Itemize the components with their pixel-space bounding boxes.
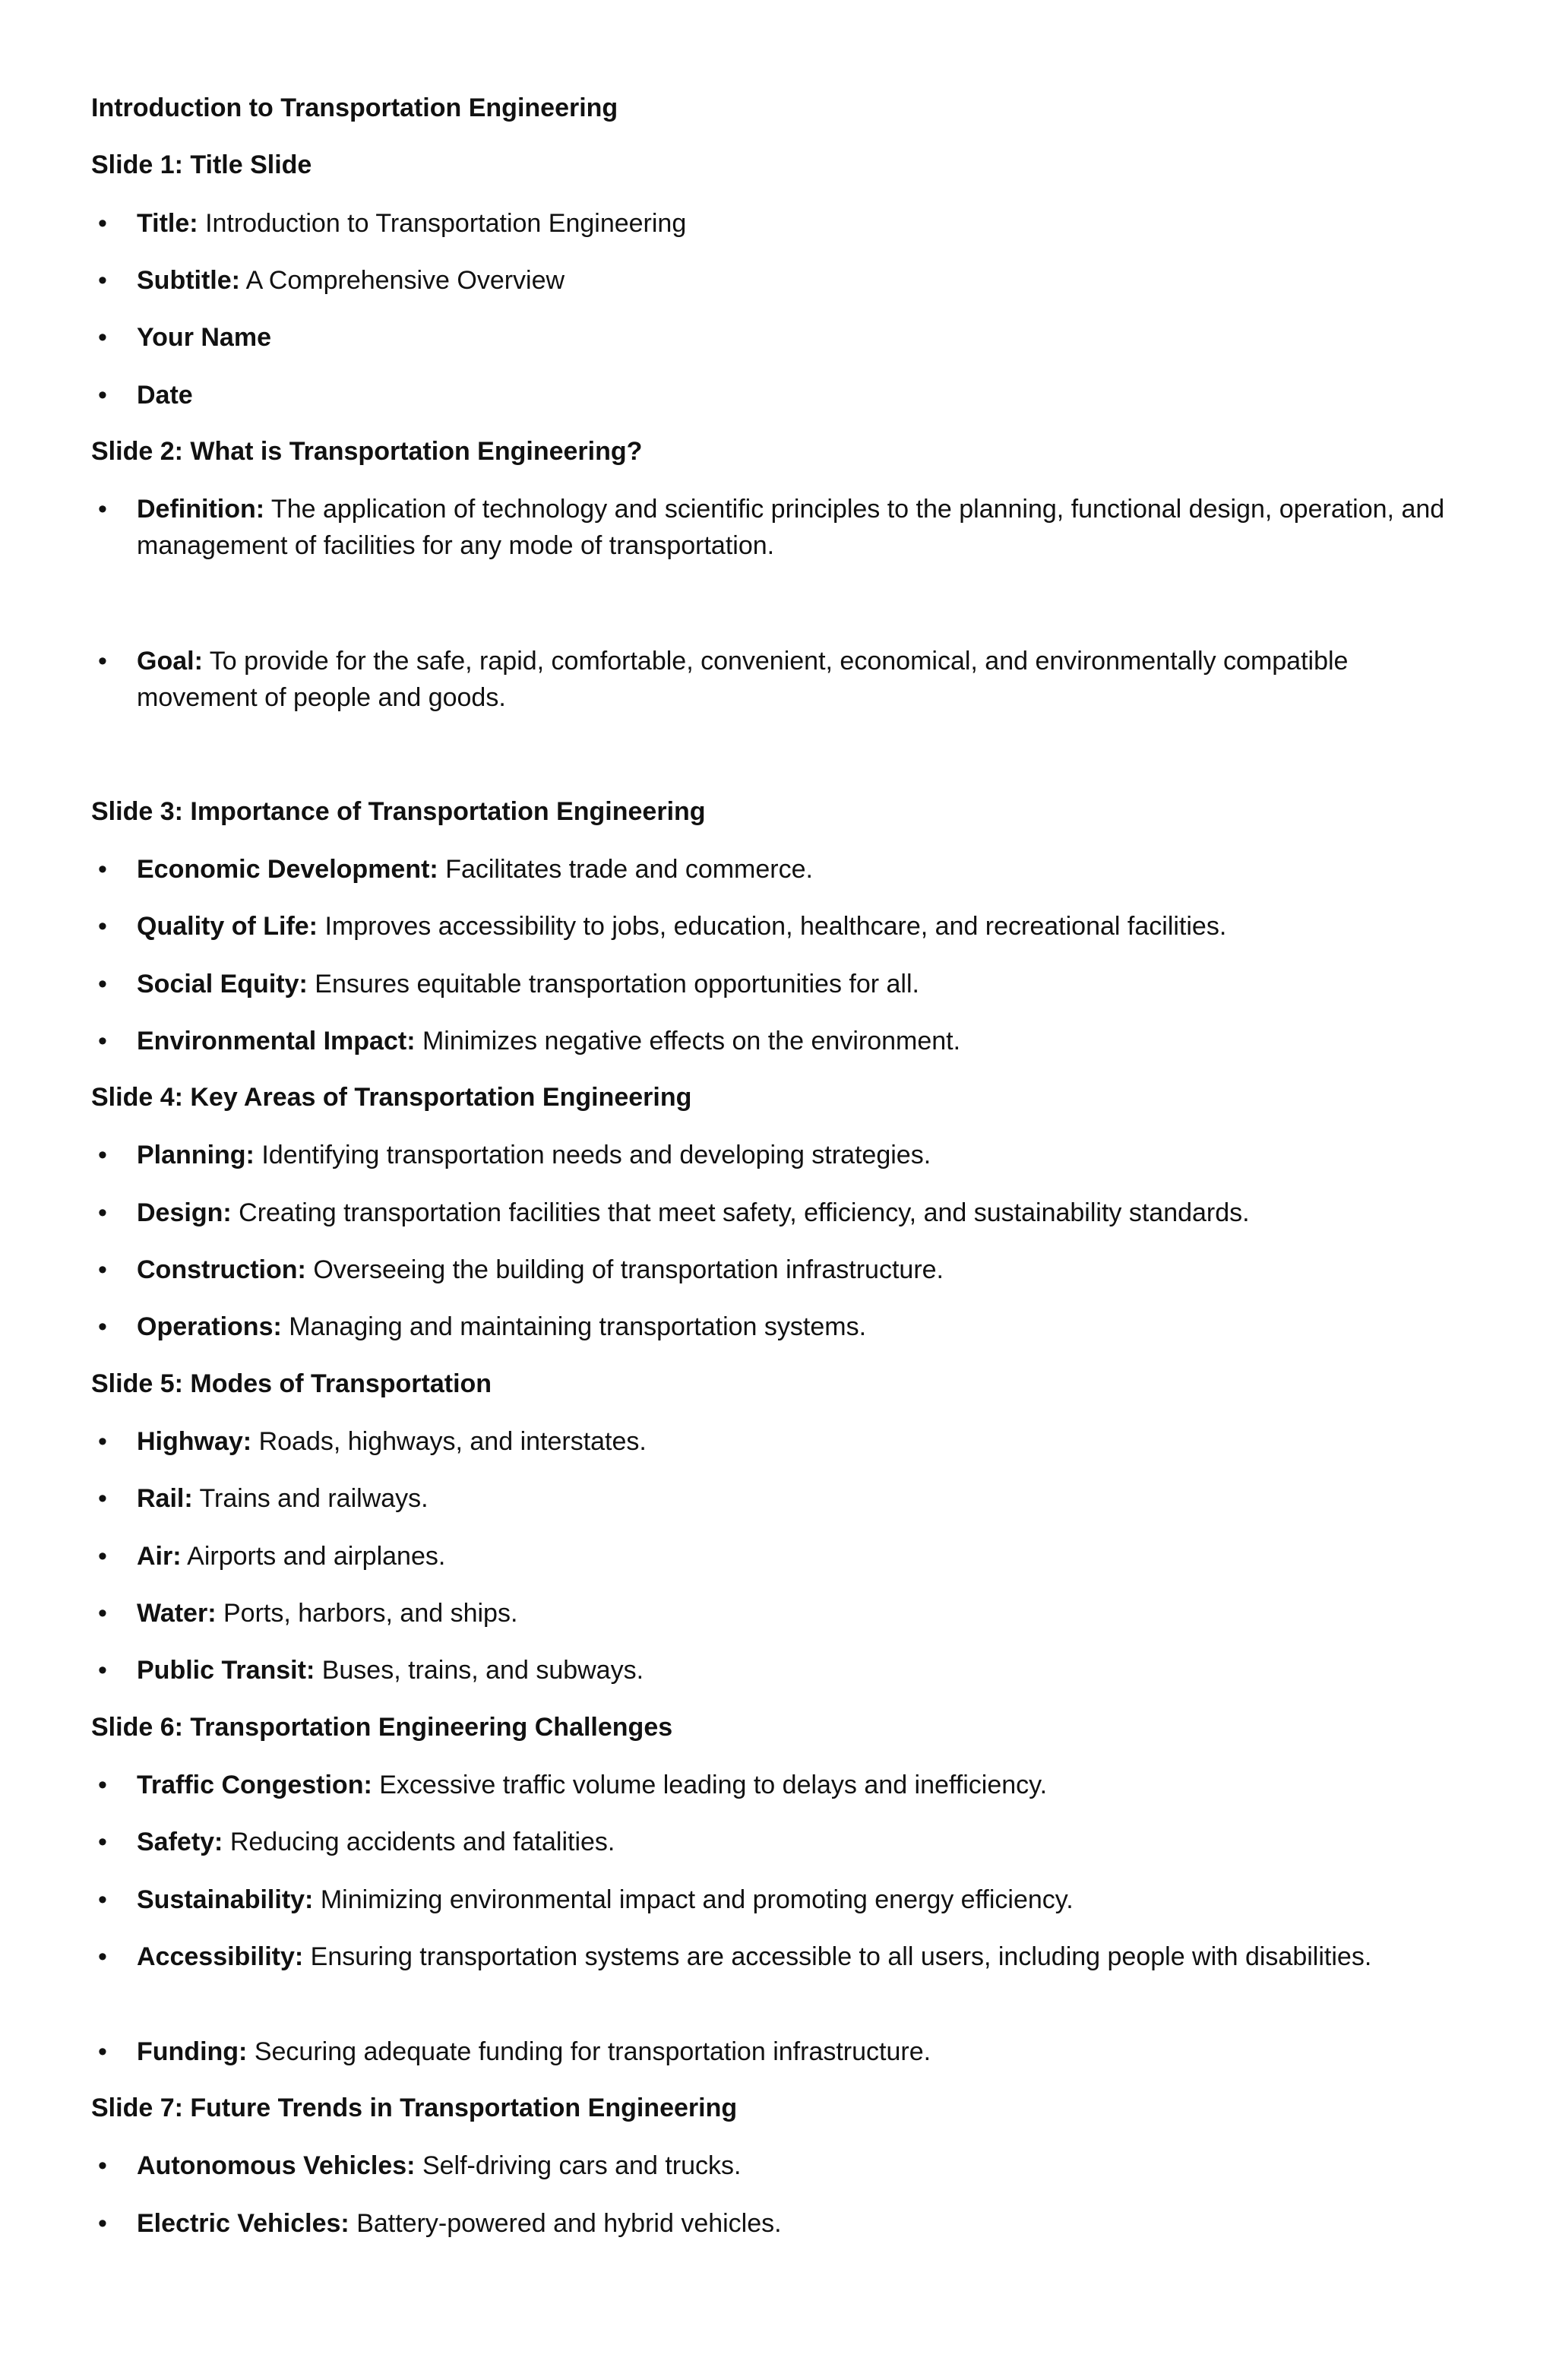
list-item — [98, 1938, 1474, 1975]
bullet-icon: • — [98, 266, 107, 295]
list-item — [98, 1767, 1474, 1803]
item-text: Overseeing the building of transportation infrastructure. — [313, 1255, 944, 1284]
item-term: Subtitle: — [137, 266, 240, 295]
bullet-icon: • — [98, 1312, 107, 1341]
item-text: Managing and maintaining transportation systems. — [289, 1312, 867, 1341]
bullet-icon: • — [98, 647, 107, 676]
item-text: Airports and airplanes. — [187, 1542, 446, 1571]
item-term: Water: — [137, 1599, 217, 1628]
item-term: Title: — [137, 209, 198, 238]
item-term: Highway: — [137, 1427, 252, 1456]
item-term: Goal: — [137, 647, 203, 676]
item-text: Identifying transportation needs and developing strategies. — [261, 1141, 931, 1169]
section-heading-slide-5: Slide 5: Modes of Transportation — [91, 1369, 492, 1398]
item-term: Design: — [137, 1198, 232, 1227]
item-term: Public Transit: — [137, 1656, 315, 1685]
item-text: Introduction to Transportation Engineering — [205, 209, 687, 238]
item-text: Ensures equitable transportation opportunities for all. — [315, 970, 919, 999]
list-item — [98, 2205, 1474, 2242]
document-title: Introduction to Transportation Engineering — [91, 93, 618, 122]
list-item — [98, 1252, 1474, 1288]
item-text: To provide for the safe, rapid, comfortable, convenient, economical, and environmentally compatible movement of people and goods. — [137, 647, 1349, 712]
bullet-icon: • — [98, 1542, 107, 1571]
list-item — [98, 2033, 1474, 2070]
item-text: Trains and railways. — [199, 1484, 429, 1513]
item-text: Minimizing environmental impact and promoting energy efficiency. — [320, 1885, 1074, 1914]
bullet-icon: • — [98, 381, 107, 410]
bullet-icon: • — [98, 323, 107, 352]
item-text: Roads, highways, and interstates. — [258, 1427, 647, 1456]
bullet-icon: • — [98, 1942, 107, 1971]
item-text: Excessive traffic volume leading to delays and inefficiency. — [379, 1771, 1048, 1799]
list-item — [98, 1023, 1474, 1059]
bullet-icon: • — [98, 1027, 107, 1055]
list-item — [98, 205, 1474, 242]
list-item — [98, 1824, 1474, 1860]
list-item — [98, 1595, 1474, 1632]
item-term: Air: — [137, 1542, 182, 1571]
item-term: Environmental Impact: — [137, 1027, 416, 1055]
list-item — [98, 262, 1474, 299]
section-heading-slide-7: Slide 7: Future Trends in Transportation Engineering — [91, 2094, 738, 2122]
item-term: Operations: — [137, 1312, 282, 1341]
item-term: Rail: — [137, 1484, 193, 1513]
item-text: Ports, harbors, and ships. — [223, 1599, 518, 1628]
item-text: Ensuring transportation systems are accessible to all users, including people with disabilities. — [310, 1942, 1372, 1971]
bullet-icon: • — [98, 1255, 107, 1284]
bullet-icon: • — [98, 2151, 107, 2180]
list-item — [98, 908, 1474, 945]
bullet-icon: • — [98, 1484, 107, 1513]
list-item — [98, 491, 1474, 564]
item-text: Minimizes negative effects on the environment. — [422, 1027, 961, 1055]
item-term: Funding: — [137, 2037, 248, 2066]
item-term: Sustainability: — [137, 1885, 314, 1914]
item-term: Accessibility: — [137, 1942, 304, 1971]
item-text: Buses, trains, and subways. — [321, 1656, 644, 1685]
list-item — [98, 966, 1474, 1002]
item-term: Electric Vehicles: — [137, 2209, 349, 2238]
bullet-icon: • — [98, 209, 107, 238]
item-text: Reducing accidents and fatalities. — [229, 1828, 615, 1856]
item-text: Self-driving cars and trucks. — [422, 2151, 742, 2180]
section-heading-slide-4: Slide 4: Key Areas of Transportation Engineering — [91, 1083, 692, 1112]
item-text: The application of technology and scientific principles to the planning, functional design, operation, and management of facilities for any mode of transportation. — [137, 495, 1445, 560]
item-term: Quality of Life: — [137, 912, 318, 941]
item-term: Autonomous Vehicles: — [137, 2151, 416, 2180]
item-term: Date — [137, 381, 193, 410]
bullet-icon: • — [98, 2037, 107, 2066]
section-heading-slide-2: Slide 2: What is Transportation Engineering? — [91, 437, 643, 466]
item-term: Definition: — [137, 495, 265, 524]
list-item — [98, 1652, 1474, 1688]
list-item — [98, 377, 1474, 413]
bullet-icon: • — [98, 970, 107, 999]
bullet-icon: • — [98, 1198, 107, 1227]
item-term: Traffic Congestion: — [137, 1771, 372, 1799]
bullet-icon: • — [98, 495, 107, 524]
item-term: Your Name — [137, 323, 271, 352]
item-text: Improves accessibility to jobs, education, healthcare, and recreational facilities. — [324, 912, 1227, 941]
list-item — [98, 1137, 1474, 1173]
list-item — [98, 1195, 1474, 1231]
item-term: Construction: — [137, 1255, 306, 1284]
item-term: Social Equity: — [137, 970, 308, 999]
section-heading-slide-1: Slide 1: Title Slide — [91, 150, 312, 179]
list-item — [98, 643, 1474, 716]
bullet-icon: • — [98, 1656, 107, 1685]
list-item — [98, 2147, 1474, 2184]
bullet-icon: • — [98, 1828, 107, 1856]
bullet-icon: • — [98, 1141, 107, 1169]
bullet-icon: • — [98, 855, 107, 884]
list-item — [98, 319, 1474, 356]
bullet-icon: • — [98, 1885, 107, 1914]
bullet-icon: • — [98, 1427, 107, 1456]
item-text: Securing adequate funding for transportation infrastructure. — [254, 2037, 931, 2066]
item-term: Planning: — [137, 1141, 255, 1169]
item-text: Creating transportation facilities that meet safety, efficiency, and sustainability standards. — [239, 1198, 1250, 1227]
list-item — [98, 1480, 1474, 1517]
section-heading-slide-6: Slide 6: Transportation Engineering Challenges — [91, 1713, 673, 1742]
item-text: Facilitates trade and commerce. — [445, 855, 813, 884]
list-item — [98, 851, 1474, 888]
item-text: A Comprehensive Overview — [245, 266, 565, 295]
item-term: Safety: — [137, 1828, 223, 1856]
bullet-icon: • — [98, 1599, 107, 1628]
list-item — [98, 1882, 1474, 1918]
section-heading-slide-3: Slide 3: Importance of Transportation Engineering — [91, 797, 706, 826]
bullet-icon: • — [98, 912, 107, 941]
list-item — [98, 1309, 1474, 1345]
item-term: Economic Development: — [137, 855, 438, 884]
bullet-icon: • — [98, 1771, 107, 1799]
list-item — [98, 1538, 1474, 1575]
list-item — [98, 1423, 1474, 1460]
item-text: Battery-powered and hybrid vehicles. — [356, 2209, 782, 2238]
bullet-icon: • — [98, 2209, 107, 2238]
